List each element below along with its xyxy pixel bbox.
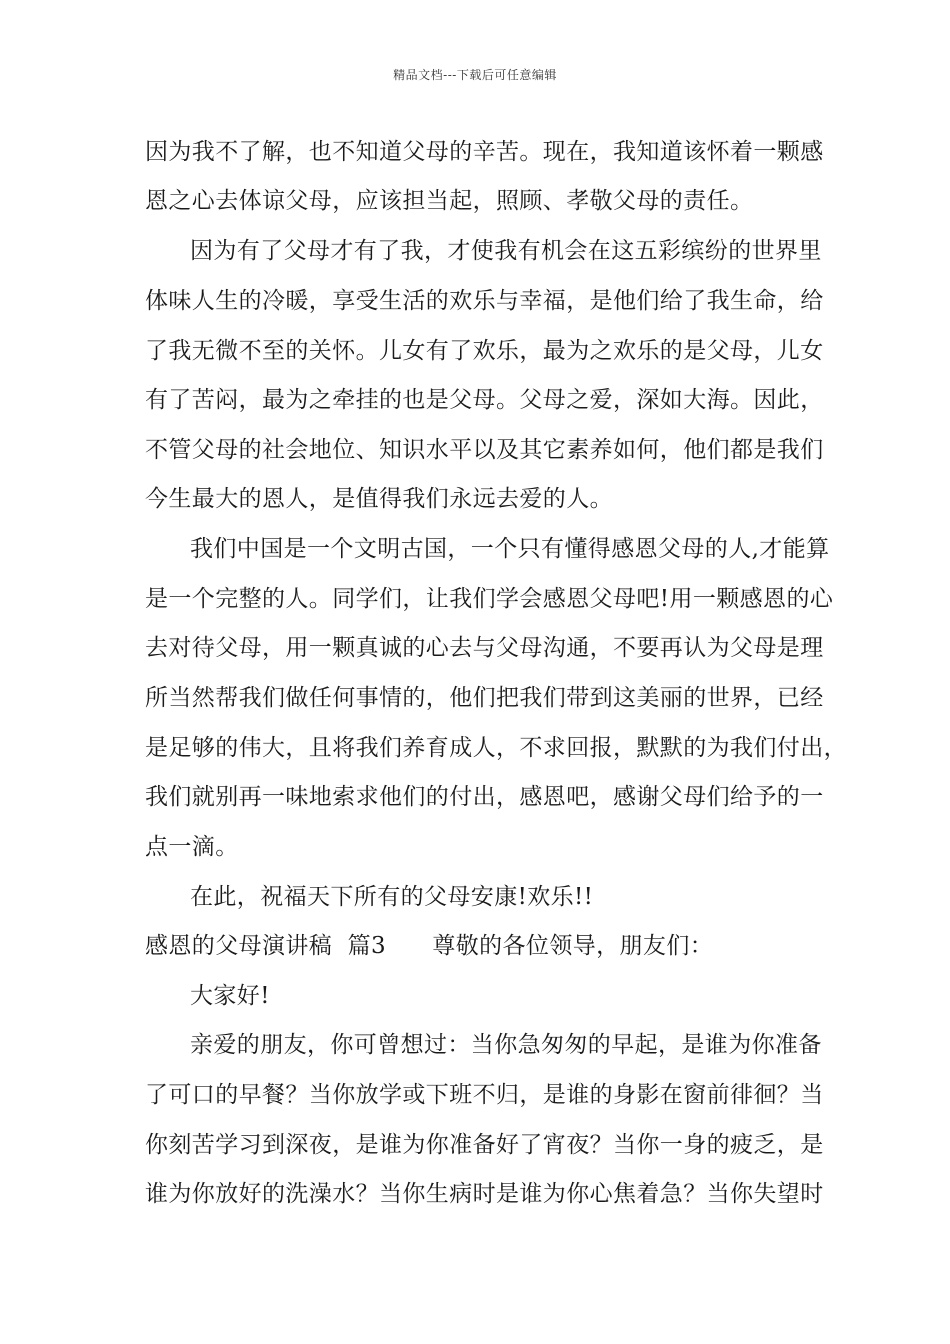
text-line: 了我无微不至的关怀。儿女有了欢乐，最为之欢乐的是父母，儿女 <box>145 338 824 364</box>
section-heading: 感恩的父母演讲稿 篇3 尊敬的各位领导，朋友们： <box>145 933 714 959</box>
text-line: 在此，祝福天下所有的父母安康!欢乐!! <box>190 884 594 910</box>
text-line: 了可口的早餐？当你放学或下班不归，是谁的身影在窗前徘徊？当 <box>145 1082 824 1108</box>
text-line: 有了苦闷，最为之牵挂的也是父母。父母之爱，深如大海。因此， <box>145 387 824 413</box>
page-header: 精品文档---下载后可任意编辑 <box>393 68 557 82</box>
text-line: 是足够的伟大，且将我们养育成人，不求回报，默默的为我们付出， <box>145 735 847 761</box>
text-line: 因为我不了解，也不知道父母的辛苦。现在，我知道该怀着一颗感 <box>145 139 824 165</box>
text-line: 大家好! <box>190 983 270 1009</box>
text-line: 亲爱的朋友，你可曾想过：当你急匆匆的早起，是谁为你准备 <box>190 1032 822 1058</box>
text-line: 去对待父母，用一颗真诚的心去与父母沟通，不要再认为父母是理 <box>145 635 824 661</box>
text-line: 因为有了父母才有了我，才使我有机会在这五彩缤纷的世界里 <box>190 238 822 264</box>
text-line: 所当然帮我们做任何事情的，他们把我们带到这美丽的世界，已经 <box>145 685 824 711</box>
text-line: 点一滴。 <box>145 834 239 860</box>
text-line: 我们中国是一个文明古国，一个只有懂得感恩父母的人,才能算 <box>190 536 830 562</box>
text-line: 恩之心去体谅父母，应该担当起，照顾、孝敬父母的责任。 <box>145 188 754 214</box>
text-line: 谁为你放好的洗澡水？当你生病时是谁为你心焦着急？当你失望时 <box>145 1181 824 1207</box>
text-line: 我们就别再一味地索求他们的付出，感恩吧，感谢父母们给予的一 <box>145 784 824 810</box>
text-line: 不管父母的社会地位、知识水平以及其它素养如何，他们都是我们 <box>145 437 824 463</box>
text-line: 你刻苦学习到深夜，是谁为你准备好了宵夜？当你一身的疲乏，是 <box>145 1132 824 1158</box>
text-line: 体味人生的冷暖，享受生活的欢乐与幸福，是他们给了我生命，给 <box>145 288 824 314</box>
text-line: 今生最大的恩人，是值得我们永远去爱的人。 <box>145 486 613 512</box>
text-line: 是一个完整的人。同学们，让我们学会感恩父母吧!用一颗感恩的心 <box>145 586 834 612</box>
